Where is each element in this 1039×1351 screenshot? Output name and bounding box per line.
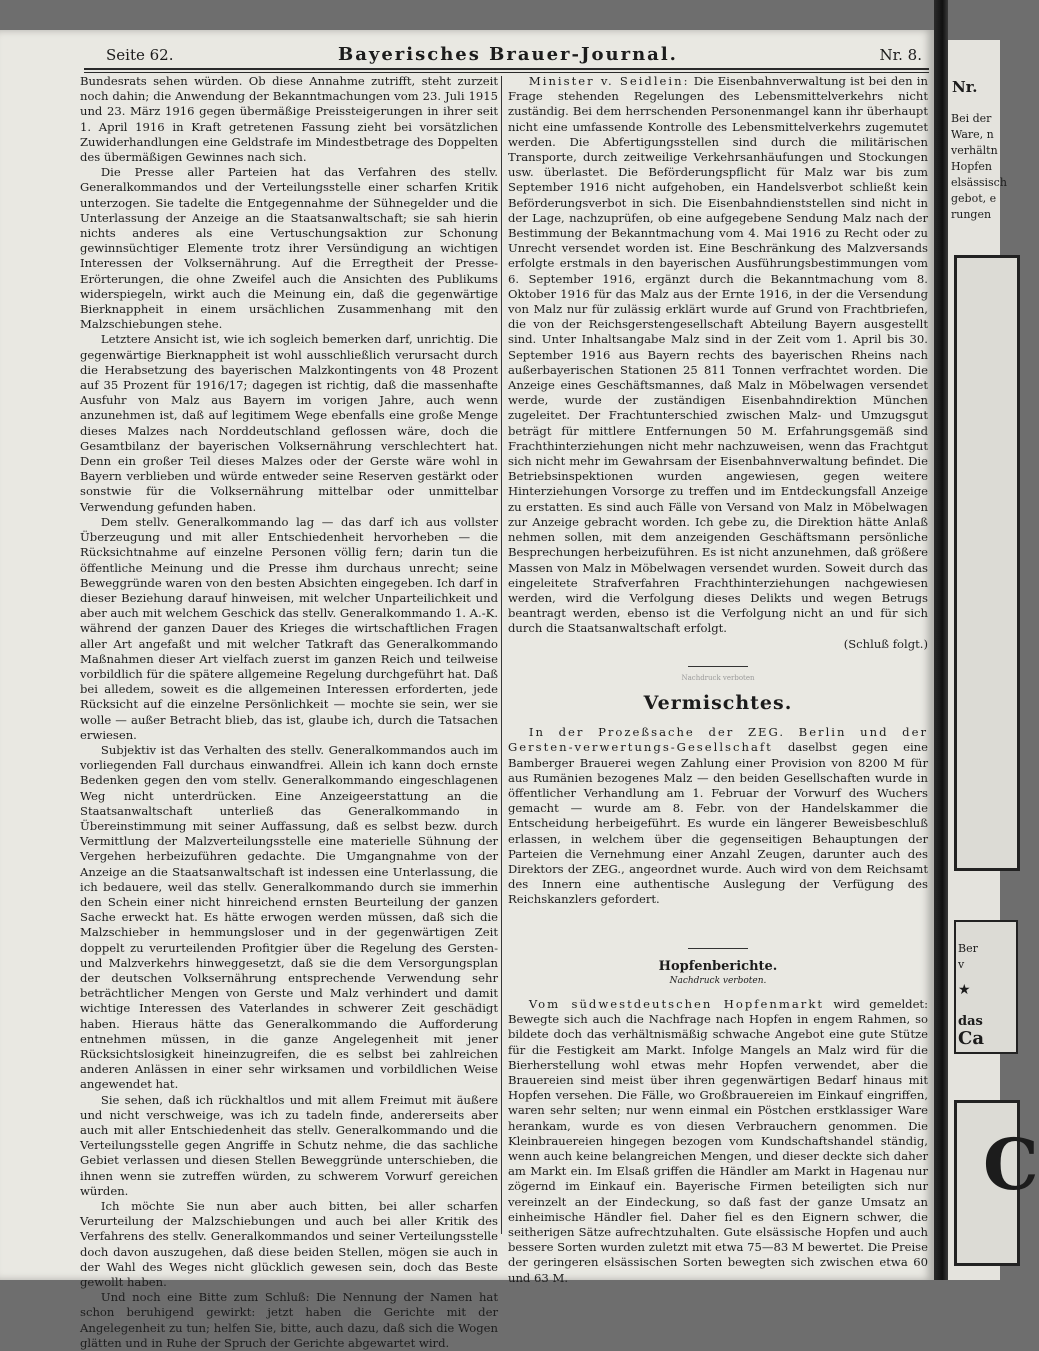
vermischtes-text: daselbst gegen eine Bamberger Brauerei wegen Zahlung einer Provision von 8200 M für aus Rumänien bezogenes Malz — den beiden Gesellschaften wurde in öffentlicher Verhandlung am 1. Februar der Vorwurf des Wuchers gemacht — wurde am 8. Febr. von der Handelskammer die Entscheidung herbeigeführt. Es wurde ein längerer Beweisbeschluß erlassen, in welchem über die gegenseitigen Behauptungen der Parteien die Vernehmung einer Anzahl Zeugen, darunter auch des Direktors der ZEG., angeordnet wurde. Auch wird von dem Reichsamt des Innern eine authentische Auslegung der Verfügung des Reichskanzlers gefordert. <box>508 740 928 907</box>
adjacent-ad-text: das <box>958 1014 983 1029</box>
star-icon: ★ <box>958 982 971 998</box>
adjacent-text-line: Hopfen <box>951 160 992 173</box>
right-column <box>508 74 928 1286</box>
section-separator <box>688 948 748 949</box>
adjacent-ad-box <box>954 1100 1039 1266</box>
adjacent-text-line: gebot, e <box>951 192 997 205</box>
minister-text: Die Eisenbahnverwaltung ist bei den in Frage stehenden Regelungen des Lebensmittelverkehrs nicht zuständig. Bei dem herrschenden Personenmangel kann ihr überhaupt nicht eine umfassende Kontrolle des Lebensmittelverkehrs zugemutet werden. Die Abfertigungsstellen sind durch die militärischen Transporte, durch zeitweilige Verkehrsanhäufungen und Stockungen usw. überlastet. Die Beförderungspflicht für Malz war bis zum September 1916 nicht aufgehoben, ein Handelsverbot schließt kein Beförderungsverbot in sich. Die Eisenbahndienststellen sind nicht in der Lage, nachzuprüfen, ob eine aufgegebene Sendung Malz nach der Bestimmung der Bekanntmachung vom 4. Mai 1916 zu Recht oder zu Unrecht versendet worden ist. Eine Beschränkung des Malzversands erfolgte erstmals in den bayerischen Ausführungsbestimmungen vom 6. September 1916, ergänzt durch die Bekanntmachung vom 8. Oktober 1916 für das Malz aus der Ernte 1916, in der die Versendung von Malz nur für zulässig erklärt wurde auf Grund von Frachtbriefen, die von der Reichsgerstengesellschaft Abteilung Bayern ausgestellt sind. Unter Inhaltsangabe Malz sind in der Zeit vom 1. April bis 30. September 1916 aus Bayern rechts des bayerischen Rheins nach außerbayerischen Stationen 25 811 Tonnen verfrachtet worden. Die Anzeige eines Geschäftsmannes, daß Malz in Möbelwagen versendet werde, wurde der zuständigen Eisenbahndirektion München zugeleitet. Der Frachtunterschied zwischen Malz- und Umzugsgut beträgt für mittlere Entfernungen 50 M. Erfahrungsgemäß sind Frachthinterziehungen nicht mehr nachzuweisen, wenn das Frachtgut sich nicht mehr im Gewahrsam der Eisenbahnverwaltung befindet. Die Betriebsinspektionen wurden angewiesen, gegen weitere Hinterziehungen Vorsorge zu treffen und im Entdeckungsfall Anzeige zu erstatten. Es sind auch Fälle von Versand von Malz in Möbelwagen zur Anzeige gebracht worden. Ich gebe zu, die Direktion hätte Anlaß nehmen sollen, mit dem anzeigenden Geschäftsmann persönliche Besprechungen herbeizuführen. Es ist nicht anzunehmen, daß größere Massen von Malz in Möbelwagen versendet wurden. Soweit durch das eingeleitete Strafverfahren Frachthinterziehungen nachgewiesen werden, wird die Verfolgung dieses Delikts und wegen Betrugs beantragt werden, ebenso ist die Verfolgung nicht an und für sich durch die Staatsanwaltschaft erfolgt. <box>508 74 928 636</box>
adjacent-ad-box <box>954 920 1018 1054</box>
adjacent-text-line: verhältn <box>951 144 998 157</box>
vermischtes-lead: In der Prozeßsache der ZEG. Berlin und der Gersten-verwertungs-Gesellschaft <box>508 725 928 755</box>
journal-title: Bayerisches Brauer-Journal. <box>338 44 678 65</box>
adjacent-text-line: Ware, n <box>951 128 994 141</box>
adjacent-text-line: rungen <box>951 208 992 221</box>
hopfen-lead: Vom südwestdeutschen Hopfenmarkt <box>528 996 824 1011</box>
left-paragraph: Und noch eine Bitte zum Schluß: Die Nennung der Namen hat schon beruhigend gewirkt: jetzt haben die Gerichte mit der Angelegenheit zu tun; helfen Sie, bitte, auch dazu, daß sich die Wogen glätten und in Ruhe der Spruch der Gerichte abgewartet wird. <box>80 1290 498 1350</box>
left-paragraph: Subjektiv ist das Verhalten des stellv. Generalkommandos auch im vorliegenden Fall durchaus einwandfrei. Allein ich kann doch ernste Bedenken gegen den vom stellv. Generalkommando eingeschlagenen Weg nicht unterdrücken. Eine Anzeigeerstattung an die Staatsanwaltschaft unterließ das Generalkommando in Übereinstimmung mit seiner Auffassung, daß es selbst bezw. durch Vermittlung der Malzverteilungsstelle eine materielle Sühnung der Vergehen herbeizuführen gedachte. Die Umgangnahme von der Anzeige an die Staatsanwaltschaft ist indessen eine Unterlassung, die ich bedauere, weil das stellv. Generalkommando durch sie immerhin den Schein einer nicht hinreichend ernsten Beurteilung der ganzen Sache erweckt hat. Es hätte erwogen werden müssen, daß sich die Malzschieber in hemmungsloser und in der gegenwärtigen Zeit doppelt zu verurteilenden Profitgier über die Regelung des Gersten- und Malzverkehrs hinweggesetzt, daß sie die dem Versorgungsplan der deutschen Volksernährung entsprechende Verwendung sehr beträchtlicher Mengen von Gerste und Malz verhindert und damit wichtige Interessen des Vaterlandes in schwerer Zeit geschädigt haben. Hieraus hätte das Generalkommando die Aufforderung entnehmen müssen, in die ganze Angelegenheit mit jener Rücksichtslosigkeit hineinzugreifen, die es selbst bei zahlreichen anderen Anlässen in einer sehr wirksamen und vorbildlichen Weise angewendet hat. <box>80 742 498 1092</box>
minister-paragraph <box>508 74 928 637</box>
adjacent-ad-text: v <box>958 958 965 971</box>
page-number: Seite 62. <box>106 46 174 64</box>
page-header <box>92 44 922 68</box>
section-separator <box>688 666 748 667</box>
left-paragraph: Ich möchte Sie nun aber auch bitten, bei aller scharfen Verurteilung der Malzschiebungen und auch bei aller Kritik des Verfahrens des stellv. Generalkommandos und seiner Verteilungsstelle doch davon auszugehen, daß diese beiden Stellen, mögen sie auch in der Wahl des Weges nicht glücklich gewesen sein, doch das Beste gewollt haben. <box>80 1199 498 1290</box>
issue-number: Nr. 8. <box>879 46 922 64</box>
vermischtes-paragraph <box>508 725 928 907</box>
adjacent-ad-box <box>954 255 1020 871</box>
adjacent-page-header: Nr. <box>952 78 978 96</box>
adjacent-text-line: Bei der <box>951 112 992 125</box>
book-spine <box>934 0 948 1280</box>
left-paragraph: Letztere Ansicht ist, wie ich sogleich bemerken darf, unrichtig. Die gegenwärtige Bierknappheit ist wohl ausschließlich verursacht durch die Herabsetzung des bayerischen Malzkontingents von 48 Prozent auf 35 Prozent für 1916/17; dagegen ist richtig, daß die massenhafte Ausfuhr von Malz aus Bayern im vorigen Jahre, auch wenn anzunehmen ist, daß auf legitimem Wege ebenfalls eine große Menge dieses Malzes nach Norddeutschland geflossen wäre, doch die Gesamtbilanz der bayerischen Volksernährung verschlechtert hat. Denn ein großer Teil dieses Malzes oder der Gerste wäre wohl in Bayern verblieben und würde entweder seine Reserven gestärkt oder sonstwie für die Volksernährung mittelbar oder unmittelbar Verwendung gefunden haben. <box>80 332 498 514</box>
hopfen-heading: Hopfenberichte. <box>658 958 778 974</box>
vermischtes-heading: Vermischtes. <box>643 691 793 714</box>
adjacent-text-line: elsässisch <box>951 176 1007 189</box>
closing-note: (Schluß folgt.) <box>843 636 928 651</box>
left-paragraph: Sie sehen, daß ich rückhaltlos und mit allem Freimut mit äußere und nicht verschweige, was ich zu tadeln finde, andererseits aber auch mit aller Entschiedenheit das stellv. Generalkommando und die Verteilungsstelle gegen Angriffe in Schutz nehme, die das sachliche Gebiet verlassen und diesen Stellen Beweggründe unterschieben, die ihnen wenn sie zutreffen würden, zu schwerem Vorwurf gereichen würden. <box>80 1092 498 1198</box>
hopfen-reprint-note: Nachdruck verboten. <box>669 975 767 986</box>
column-divider <box>501 76 502 1234</box>
left-paragraph: Die Presse aller Parteien hat das Verfahren des stellv. Generalkommandos und der Verteilungsstelle einer scharfen Kritik unterzogen. Sie tadelte die Entgegennahme der Sühnegelder und die Unterlassung der Anzeige an die Staatsanwaltschaft; sie sah hierin nichts anderes als eine Vertuschungsaktion zur Schonung gewinnsüchtiger Elemente trotz ihrer Versündigung an wichtigen Interessen der Volksernährung. Auf die Erregtheit der Presse-Erörterungen, die ohne Zweifel auch die Ansichten des Publikums widerspiegeln, wirkt auch die Meinung ein, daß die gegenwärtige Bierknappheit in einem ursächlichen Zusammenhang mit den Malzschiebungen stehe. <box>80 165 498 332</box>
hopfen-paragraph <box>508 997 928 1286</box>
header-rule <box>84 68 929 70</box>
adjacent-page-edge <box>948 40 1039 1280</box>
adjacent-ad-text: Ber <box>958 942 978 955</box>
hopfen-text: wird gemeldet: Bewegte sich auch die Nachfrage nach Hopfen in engem Rahmen, so bildete doch das verhältnismäßig schwache Angebot eine gute Stütze für die Festigkeit am Markt. Infolge Mangels an Malz wird für die Bierherstellung wohl etwas mehr Hopfen verwendet, aber die Brauereien sind meist über ihren gegenwärtigen Bedarf hinaus mit Hopfen versehen. Die Fälle, wo Großbrauereien im Einkauf eingriffen, waren sehr selten; nur wenn einmal ein Pöstchen erstklassiger Ware herankam, wurde es von diesen Verbrauchern genommen. Die Kleinbrauereien hingegen bezogen vom Kundschaftshandel ständig, wenn auch keine belangreichen Mengen, und dieser deckte sich daher am Markt ein. Im Elsaß griffen die Händler am Markt in Hagenau nur zögernd im Einkauf ein. Bayerische Firmen beteiligten sich nur vereinzelt an der Eindeckung, so daß fast der ganze Umsatz an einheimische Händler fiel. Daher fiel es den Eignern schwer, die seitherigen Sätze aufrechtzuhalten. Gute elsässische Hopfen und auch bessere Sorten wurden zuletzt mit etwa 75—83 M bewertet. Die Preise der geringeren elsässischen Sorten bewegten sich zwischen etwa 60 und 63 M. <box>508 996 928 1285</box>
header-rule-thin <box>84 72 929 73</box>
adjacent-ad-text: Ca <box>958 1028 984 1049</box>
left-paragraph: Bundesrats sehen würden. Ob diese Annahme zutrifft, steht zurzeit noch dahin; die Anwendung der Bekanntmachungen vom 23. Juli 1915 und 23. März 1916 gegen übermäßige Preissteigerungen in ihrer seit 1. April 1916 in Kraft getretenen Fassung zieht bei vorsätzlichen Zuwiderhandlungen eine Geldstrafe im Mindestbetrage des Doppelten des übermäßigen Gewinnes nach sich. <box>80 74 498 165</box>
faint-stamp: Nachdruck verboten <box>681 673 755 682</box>
speaker-name: Minister v. Seidlein: <box>528 74 690 88</box>
left-paragraph: Dem stellv. Generalkommando lag — das darf ich aus vollster Überzeugung und mit aller Entschiedenheit hervorheben — die Rücksichtnahme auf einzelne Personen völlig fern; darin tun die öffentliche Meinung und die Presse ihm durchaus unrecht; seine Beweggründe waren von den besten Absichten eingegeben. Ich darf in dieser Beziehung darauf hinweisen, mit welcher Unparteilichkeit und aber auch mit welchem Geschick das stellv. Generalkommando 1. A.-K. während der ganzen Dauer des Krieges die wirtschaftlichen Fragen aller Art angefaßt und mit welcher Tatkraft das Generalkommando Maßnahmen dieser Art vielfach zuerst im ganzen Reich und teilweise vorbildlich für die spätere allgemeine Regelung durchgeführt hat. Daß bei alledem, soweit es die allgemeinen Interessen erforderten, jede Rücksicht auf die einzelne Persönlichkeit — mochte sie sein, wer sie wolle — außer Betracht blieb, das ist, glaube ich, durch die Tatsachen erwiesen. <box>80 514 498 742</box>
adjacent-ad-letter: C <box>983 1123 1039 1206</box>
left-column <box>80 74 498 1351</box>
